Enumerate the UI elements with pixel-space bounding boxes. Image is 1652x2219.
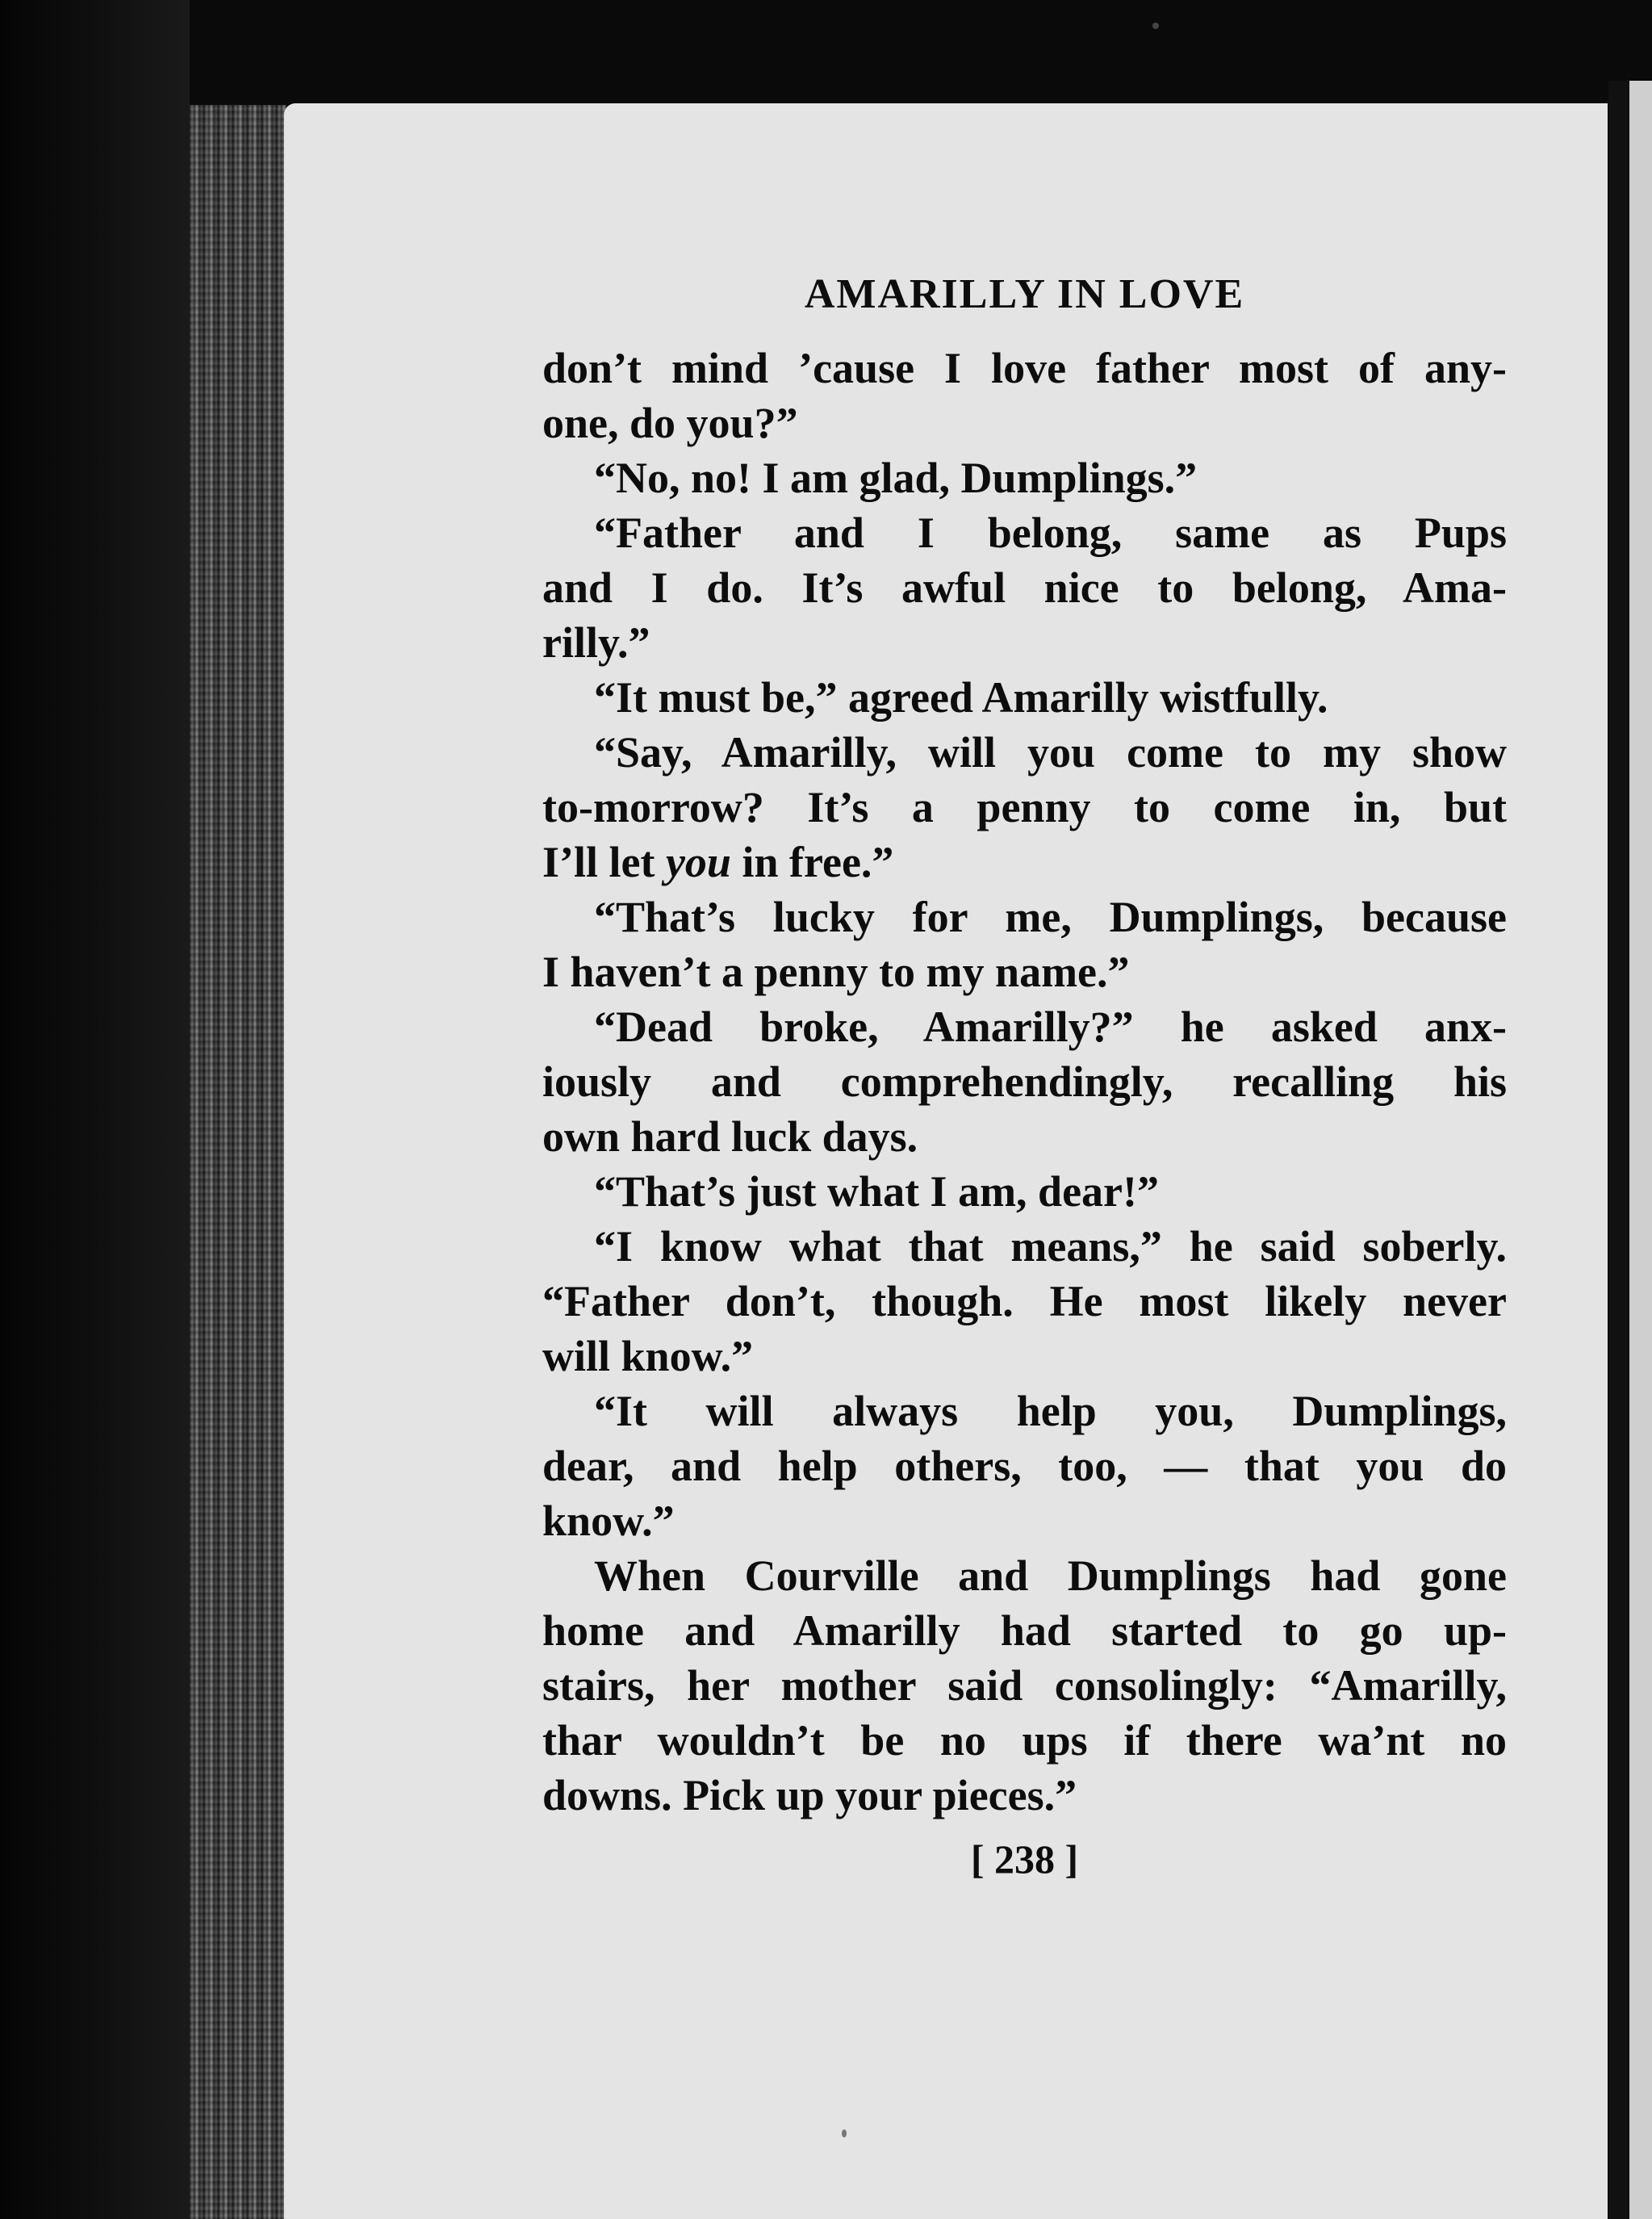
text-line: I haven’t a penny to my name.” (542, 948, 1130, 996)
text-line: thar wouldn’t be no ups if there wa’nt no (542, 1716, 1507, 1765)
text-line: “That’s just what I am, dear!” (594, 1167, 1159, 1216)
text-line: “It will always help you, Dumplings, (594, 1387, 1507, 1435)
dark-background (0, 0, 190, 2219)
text-line: “Say, Amarilly, will you come to my show (594, 728, 1507, 777)
text-line: iously and comprehendingly, recalling his (542, 1057, 1507, 1106)
facing-page-edge (1608, 81, 1652, 2219)
text-line: “Dead broke, Amarilly?” he asked anx- (594, 1003, 1507, 1051)
page-edges (190, 105, 286, 2219)
running-head: AMARILLY IN LOVE (804, 271, 1245, 317)
text-line: dear, and help others, too, — that you do (542, 1442, 1507, 1490)
text-line: will know.” (542, 1332, 754, 1380)
text-line: know.” (542, 1497, 675, 1545)
text-line: downs. Pick up your pieces.” (542, 1771, 1077, 1819)
text-line: stairs, her mother said consolingly: “Amarilly, (542, 1661, 1507, 1710)
text-segment: in free.” (730, 838, 894, 886)
scan-speck (1152, 23, 1159, 29)
text-line: “That’s lucky for me, Dumplings, because (594, 893, 1507, 941)
page-number: [ 238 ] (970, 1836, 1079, 1882)
text-line: When Courville and Dumplings had gone (594, 1551, 1507, 1600)
text-line: and I do. It’s awful nice to belong, Ama- (542, 563, 1507, 612)
text-line: rilly.” (542, 618, 650, 667)
text-line-with-italic (542, 835, 1507, 890)
text-line: “Father don’t, though. He most likely never (542, 1277, 1507, 1325)
text-line: “No, no! I am glad, Dumplings.” (594, 454, 1198, 502)
text-line: “I know what that means,” he said soberly. (594, 1222, 1507, 1271)
text-line: “It must be,” agreed Amarilly wistfully. (594, 673, 1328, 722)
text-line: don’t mind ’cause I love father most of any- (542, 344, 1507, 392)
text-line: “Father and I belong, same as Pups (594, 509, 1507, 557)
text-line: to-morrow? It’s a penny to come in, but (542, 783, 1507, 831)
text-segment: I’ll let (542, 838, 666, 886)
text-line: one, do you?” (542, 399, 798, 447)
text-line: own hard luck days. (542, 1112, 918, 1161)
text-line: home and Amarilly had started to go up- (542, 1606, 1507, 1655)
facing-page-sliver (1629, 81, 1652, 2219)
text-block (542, 266, 1507, 1887)
scan-speck (842, 2129, 847, 2137)
italic-word: you (665, 838, 731, 886)
